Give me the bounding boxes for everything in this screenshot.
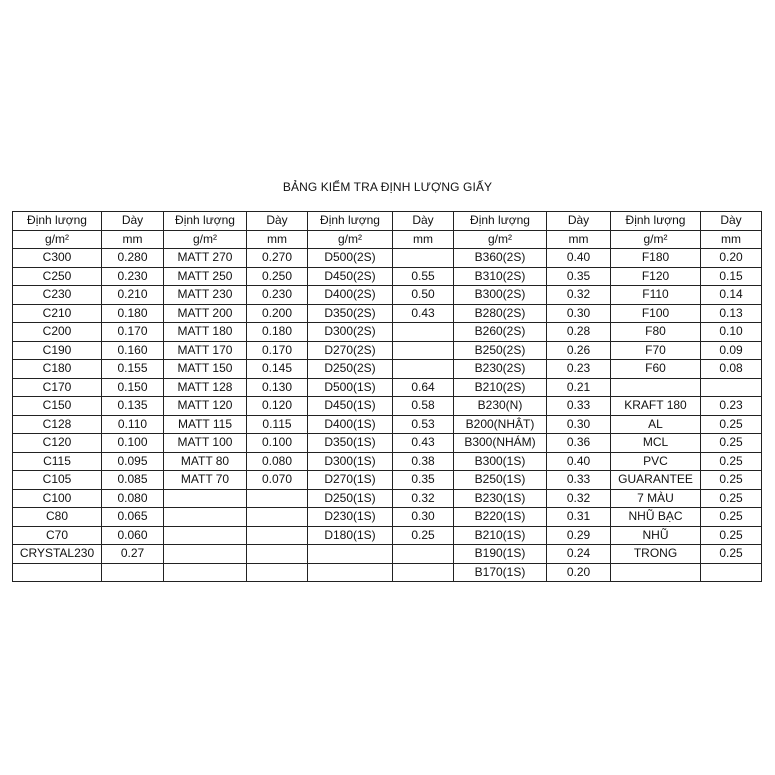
cell-d-weight: D270(1S) xyxy=(308,471,393,490)
cell-d-weight: D250(1S) xyxy=(308,489,393,508)
cell-c-weight: C115 xyxy=(13,452,102,471)
unit-row xyxy=(13,230,762,249)
cell-c-weight: C200 xyxy=(13,323,102,342)
cell-matt-weight xyxy=(164,563,247,582)
cell-b-thickness: 0.40 xyxy=(547,452,611,471)
cell-f-thickness: 0.25 xyxy=(701,434,762,453)
cell-c-thickness: 0.180 xyxy=(102,304,164,323)
cell-b-weight: B210(1S) xyxy=(454,526,547,545)
cell-d-thickness xyxy=(393,360,454,379)
cell-c-thickness: 0.100 xyxy=(102,434,164,453)
cell-b-thickness: 0.28 xyxy=(547,323,611,342)
unit-row-cell: g/m² xyxy=(164,230,247,249)
cell-d-thickness: 0.43 xyxy=(393,304,454,323)
cell-matt-thickness: 0.130 xyxy=(247,378,308,397)
unit-row-cell: mm xyxy=(102,230,164,249)
cell-f-weight: F60 xyxy=(611,360,701,379)
cell-b-thickness: 0.36 xyxy=(547,434,611,453)
header-row-cell: Dày xyxy=(102,212,164,231)
cell-matt-weight xyxy=(164,508,247,527)
unit-row-cell: g/m² xyxy=(308,230,393,249)
cell-matt-thickness: 0.115 xyxy=(247,415,308,434)
cell-b-thickness: 0.31 xyxy=(547,508,611,527)
cell-d-thickness xyxy=(393,249,454,268)
table-row xyxy=(13,489,762,508)
cell-d-thickness xyxy=(393,323,454,342)
cell-d-weight: D270(2S) xyxy=(308,341,393,360)
cell-d-weight xyxy=(308,545,393,564)
cell-f-thickness: 0.08 xyxy=(701,360,762,379)
cell-b-weight: B300(NHÁM) xyxy=(454,434,547,453)
cell-matt-thickness: 0.145 xyxy=(247,360,308,379)
cell-d-weight: D230(1S) xyxy=(308,508,393,527)
cell-c-weight xyxy=(13,563,102,582)
cell-matt-weight: MATT 180 xyxy=(164,323,247,342)
cell-c-weight: C300 xyxy=(13,249,102,268)
cell-f-weight: F70 xyxy=(611,341,701,360)
cell-b-weight: B310(2S) xyxy=(454,267,547,286)
cell-d-weight: D400(1S) xyxy=(308,415,393,434)
header-row xyxy=(13,212,762,231)
cell-f-thickness: 0.25 xyxy=(701,415,762,434)
cell-c-thickness: 0.280 xyxy=(102,249,164,268)
table-row xyxy=(13,452,762,471)
cell-b-thickness: 0.33 xyxy=(547,471,611,490)
cell-f-weight: PVC xyxy=(611,452,701,471)
cell-c-thickness: 0.060 xyxy=(102,526,164,545)
cell-c-thickness: 0.170 xyxy=(102,323,164,342)
cell-d-weight xyxy=(308,563,393,582)
table-row xyxy=(13,397,762,416)
table-row xyxy=(13,267,762,286)
cell-b-thickness: 0.24 xyxy=(547,545,611,564)
cell-d-thickness: 0.32 xyxy=(393,489,454,508)
cell-d-weight: D350(2S) xyxy=(308,304,393,323)
unit-row-cell: mm xyxy=(547,230,611,249)
cell-c-thickness: 0.150 xyxy=(102,378,164,397)
cell-b-weight: B210(2S) xyxy=(454,378,547,397)
cell-f-thickness: 0.10 xyxy=(701,323,762,342)
cell-c-thickness: 0.110 xyxy=(102,415,164,434)
cell-c-weight: C230 xyxy=(13,286,102,305)
table-title: BẢNG KIỂM TRA ĐỊNH LƯỢNG GIẤY xyxy=(282,180,493,194)
cell-matt-thickness: 0.080 xyxy=(247,452,308,471)
cell-f-thickness: 0.25 xyxy=(701,526,762,545)
cell-c-weight: C128 xyxy=(13,415,102,434)
header-row-cell: Định lượng xyxy=(308,212,393,231)
cell-c-thickness: 0.135 xyxy=(102,397,164,416)
cell-d-weight: D450(1S) xyxy=(308,397,393,416)
unit-row-cell: g/m² xyxy=(13,230,102,249)
cell-f-thickness: 0.25 xyxy=(701,489,762,508)
cell-d-thickness: 0.55 xyxy=(393,267,454,286)
cell-matt-thickness: 0.230 xyxy=(247,286,308,305)
cell-b-weight: B190(1S) xyxy=(454,545,547,564)
table-row xyxy=(13,415,762,434)
cell-b-weight: B280(2S) xyxy=(454,304,547,323)
cell-matt-thickness xyxy=(247,508,308,527)
cell-c-thickness: 0.210 xyxy=(102,286,164,305)
cell-b-thickness: 0.32 xyxy=(547,489,611,508)
table-row xyxy=(13,471,762,490)
cell-f-weight: 7 MÀU xyxy=(611,489,701,508)
cell-f-weight: TRONG xyxy=(611,545,701,564)
cell-matt-weight: MATT 80 xyxy=(164,452,247,471)
cell-matt-weight xyxy=(164,489,247,508)
header-row-cell: Định lượng xyxy=(611,212,701,231)
cell-b-thickness: 0.35 xyxy=(547,267,611,286)
cell-b-weight: B170(1S) xyxy=(454,563,547,582)
cell-f-weight: GUARANTEE xyxy=(611,471,701,490)
cell-c-weight: C180 xyxy=(13,360,102,379)
cell-matt-thickness xyxy=(247,526,308,545)
cell-d-thickness: 0.25 xyxy=(393,526,454,545)
cell-b-thickness: 0.29 xyxy=(547,526,611,545)
cell-c-weight: C80 xyxy=(13,508,102,527)
cell-c-weight: C170 xyxy=(13,378,102,397)
cell-matt-weight: MATT 100 xyxy=(164,434,247,453)
cell-f-thickness: 0.15 xyxy=(701,267,762,286)
table-row xyxy=(13,545,762,564)
cell-d-weight: D180(1S) xyxy=(308,526,393,545)
cell-d-thickness: 0.30 xyxy=(393,508,454,527)
cell-b-weight: B300(2S) xyxy=(454,286,547,305)
cell-f-weight: F120 xyxy=(611,267,701,286)
cell-c-weight: C105 xyxy=(13,471,102,490)
cell-d-thickness: 0.64 xyxy=(393,378,454,397)
cell-d-weight: D450(2S) xyxy=(308,267,393,286)
cell-b-thickness: 0.23 xyxy=(547,360,611,379)
cell-f-weight: NHŨ xyxy=(611,526,701,545)
cell-f-weight xyxy=(611,563,701,582)
header-row-cell: Dày xyxy=(701,212,762,231)
cell-d-weight: D300(1S) xyxy=(308,452,393,471)
cell-f-weight: F100 xyxy=(611,304,701,323)
paper-weight-table xyxy=(12,211,762,582)
cell-matt-weight: MATT 170 xyxy=(164,341,247,360)
cell-d-weight: D300(2S) xyxy=(308,323,393,342)
cell-f-weight: AL xyxy=(611,415,701,434)
header-row-cell: Định lượng xyxy=(454,212,547,231)
table-row xyxy=(13,378,762,397)
cell-f-thickness: 0.20 xyxy=(701,249,762,268)
cell-d-thickness: 0.35 xyxy=(393,471,454,490)
cell-matt-weight: MATT 200 xyxy=(164,304,247,323)
header-row-cell: Định lượng xyxy=(13,212,102,231)
cell-f-weight: F110 xyxy=(611,286,701,305)
cell-b-weight: B300(1S) xyxy=(454,452,547,471)
cell-b-weight: B250(1S) xyxy=(454,471,547,490)
table-row xyxy=(13,563,762,582)
cell-f-weight: MCL xyxy=(611,434,701,453)
cell-c-weight: C120 xyxy=(13,434,102,453)
cell-matt-weight: MATT 128 xyxy=(164,378,247,397)
header-row-cell: Định lượng xyxy=(164,212,247,231)
cell-b-weight: B230(N) xyxy=(454,397,547,416)
cell-c-weight: C100 xyxy=(13,489,102,508)
cell-matt-weight xyxy=(164,545,247,564)
unit-row-cell: g/m² xyxy=(454,230,547,249)
cell-matt-weight xyxy=(164,526,247,545)
cell-matt-thickness: 0.070 xyxy=(247,471,308,490)
cell-b-weight: B260(2S) xyxy=(454,323,547,342)
cell-f-thickness: 0.25 xyxy=(701,471,762,490)
cell-d-weight: D500(2S) xyxy=(308,249,393,268)
cell-c-thickness: 0.155 xyxy=(102,360,164,379)
cell-matt-weight: MATT 115 xyxy=(164,415,247,434)
table-row xyxy=(13,526,762,545)
table-row xyxy=(13,434,762,453)
table-row xyxy=(13,341,762,360)
header-row-cell: Dày xyxy=(393,212,454,231)
table-row xyxy=(13,304,762,323)
cell-b-thickness: 0.33 xyxy=(547,397,611,416)
cell-matt-weight: MATT 270 xyxy=(164,249,247,268)
cell-d-thickness xyxy=(393,545,454,564)
cell-c-weight: C70 xyxy=(13,526,102,545)
cell-c-weight: C150 xyxy=(13,397,102,416)
cell-b-thickness: 0.30 xyxy=(547,415,611,434)
cell-d-thickness: 0.53 xyxy=(393,415,454,434)
cell-d-thickness xyxy=(393,341,454,360)
cell-matt-thickness: 0.180 xyxy=(247,323,308,342)
cell-c-thickness: 0.080 xyxy=(102,489,164,508)
cell-b-weight: B230(1S) xyxy=(454,489,547,508)
cell-f-weight: F80 xyxy=(611,323,701,342)
cell-matt-thickness xyxy=(247,563,308,582)
cell-matt-weight: MATT 230 xyxy=(164,286,247,305)
cell-f-weight: F180 xyxy=(611,249,701,268)
table-row xyxy=(13,286,762,305)
table-row xyxy=(13,249,762,268)
unit-row-cell: mm xyxy=(247,230,308,249)
cell-matt-thickness xyxy=(247,489,308,508)
cell-b-weight: B250(2S) xyxy=(454,341,547,360)
cell-d-weight: D350(1S) xyxy=(308,434,393,453)
cell-d-weight: D500(1S) xyxy=(308,378,393,397)
cell-f-thickness: 0.23 xyxy=(701,397,762,416)
cell-f-thickness: 0.25 xyxy=(701,545,762,564)
cell-matt-weight: MATT 150 xyxy=(164,360,247,379)
cell-b-thickness: 0.32 xyxy=(547,286,611,305)
cell-b-weight: B360(2S) xyxy=(454,249,547,268)
cell-d-weight: D250(2S) xyxy=(308,360,393,379)
table-row xyxy=(13,360,762,379)
cell-c-thickness xyxy=(102,563,164,582)
header-row-cell: Dày xyxy=(547,212,611,231)
cell-f-thickness: 0.25 xyxy=(701,508,762,527)
cell-c-weight: CRYSTAL230 xyxy=(13,545,102,564)
cell-b-weight: B230(2S) xyxy=(454,360,547,379)
table-row xyxy=(13,508,762,527)
cell-f-weight: KRAFT 180 xyxy=(611,397,701,416)
cell-f-thickness: 0.13 xyxy=(701,304,762,323)
cell-matt-thickness: 0.100 xyxy=(247,434,308,453)
cell-b-weight: B200(NHẬT) xyxy=(454,415,547,434)
cell-d-thickness: 0.43 xyxy=(393,434,454,453)
cell-d-thickness xyxy=(393,563,454,582)
cell-f-weight xyxy=(611,378,701,397)
cell-matt-weight: MATT 120 xyxy=(164,397,247,416)
cell-matt-thickness xyxy=(247,545,308,564)
unit-row-cell: g/m² xyxy=(611,230,701,249)
cell-f-thickness xyxy=(701,563,762,582)
cell-c-thickness: 0.065 xyxy=(102,508,164,527)
cell-b-thickness: 0.20 xyxy=(547,563,611,582)
cell-d-thickness: 0.58 xyxy=(393,397,454,416)
cell-c-thickness: 0.085 xyxy=(102,471,164,490)
cell-f-thickness: 0.14 xyxy=(701,286,762,305)
cell-c-thickness: 0.230 xyxy=(102,267,164,286)
cell-matt-thickness: 0.250 xyxy=(247,267,308,286)
cell-b-thickness: 0.26 xyxy=(547,341,611,360)
cell-c-thickness: 0.160 xyxy=(102,341,164,360)
cell-matt-weight: MATT 70 xyxy=(164,471,247,490)
cell-c-weight: C190 xyxy=(13,341,102,360)
cell-f-thickness: 0.09 xyxy=(701,341,762,360)
cell-matt-thickness: 0.170 xyxy=(247,341,308,360)
cell-d-thickness: 0.50 xyxy=(393,286,454,305)
cell-b-thickness: 0.30 xyxy=(547,304,611,323)
cell-c-thickness: 0.095 xyxy=(102,452,164,471)
cell-matt-thickness: 0.270 xyxy=(247,249,308,268)
cell-d-thickness: 0.38 xyxy=(393,452,454,471)
cell-f-weight: NHŨ BẠC xyxy=(611,508,701,527)
cell-b-thickness: 0.40 xyxy=(547,249,611,268)
cell-matt-thickness: 0.200 xyxy=(247,304,308,323)
cell-b-thickness: 0.21 xyxy=(547,378,611,397)
header-row-cell: Dày xyxy=(247,212,308,231)
table-row xyxy=(13,323,762,342)
unit-row-cell: mm xyxy=(701,230,762,249)
cell-f-thickness xyxy=(701,378,762,397)
cell-c-thickness: 0.27 xyxy=(102,545,164,564)
cell-c-weight: C250 xyxy=(13,267,102,286)
cell-f-thickness: 0.25 xyxy=(701,452,762,471)
cell-matt-weight: MATT 250 xyxy=(164,267,247,286)
cell-matt-thickness: 0.120 xyxy=(247,397,308,416)
cell-b-weight: B220(1S) xyxy=(454,508,547,527)
unit-row-cell: mm xyxy=(393,230,454,249)
cell-d-weight: D400(2S) xyxy=(308,286,393,305)
cell-c-weight: C210 xyxy=(13,304,102,323)
